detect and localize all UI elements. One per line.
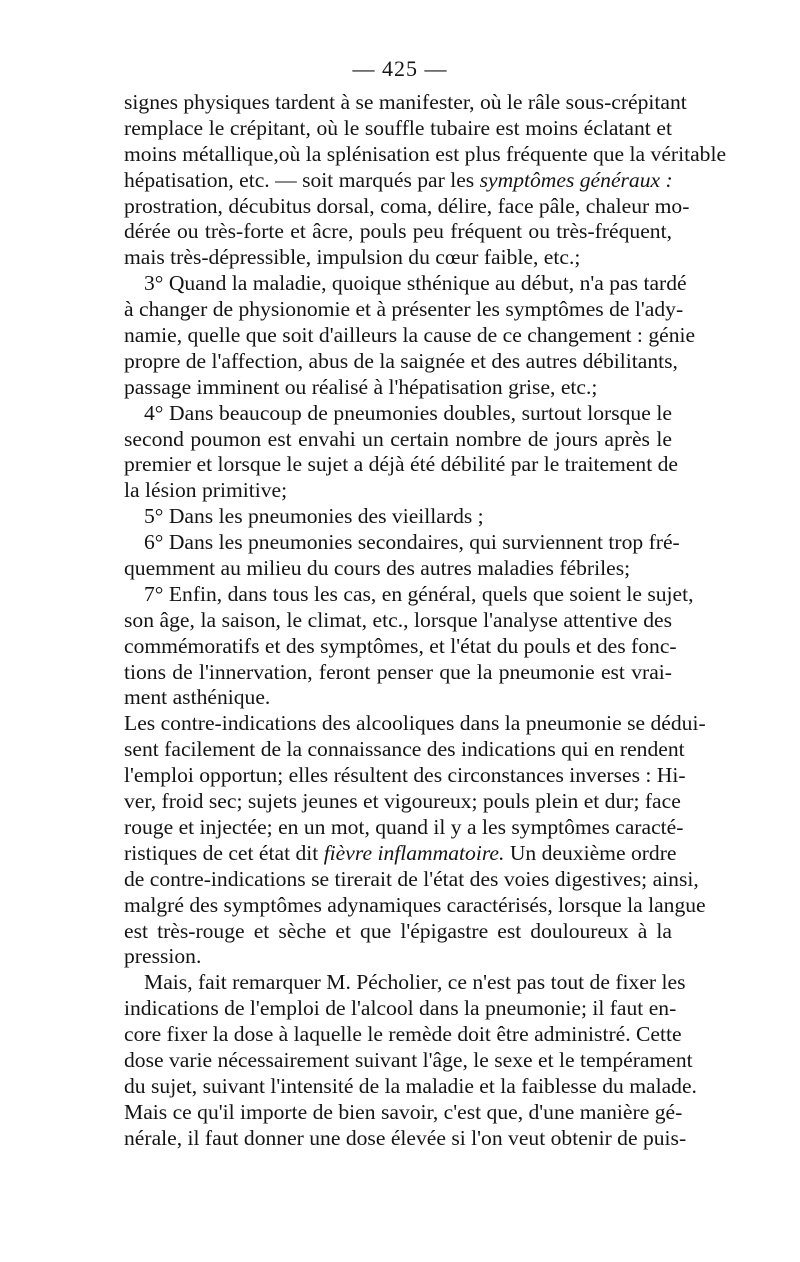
text-line [124,1125,687,1152]
line-text-after: Un deuxième ordre [509,840,677,865]
line-text: signes physiques tardent à se manifester, où le râle sous-crépitant [124,90,687,114]
line-text: rouge et injectée; en un mot, quand il y a les symptômes caracté- [124,814,684,839]
page-number: — 425 — [352,56,448,81]
line-text: à changer de physionomie et à présenter les symptômes de l'ady- [124,297,684,322]
italic-phrase: fièvre inflammatoire. [323,840,505,865]
text-line [124,919,672,945]
text-line [124,556,672,582]
body-text [124,90,727,1152]
text-line [124,1099,683,1126]
line-text: nérale, il faut donner une dose élevée si l'on veut obtenir de puis- [124,1125,687,1150]
line-text: Mais ce qu'il importe de bien savoir, c'est que, d'une manière gé- [124,1099,683,1124]
text-line [124,245,672,271]
text-line [124,141,727,168]
text-line [124,297,684,323]
line-text: 5° Dans les pneumonies des vieillards ; [144,504,484,529]
text-line [124,763,686,789]
italic-phrase: symptômes généraux : [479,167,673,192]
text-line [124,1073,697,1100]
text-line [124,892,706,919]
line-text: dose varie nécessairement suivant l'âge, le sexe et le tempérament [124,1047,693,1072]
text-line [124,90,687,116]
line-text: 4° Dans beaucoup de pneumonies doubles, surtout lorsque le [144,400,672,425]
text-line [124,685,672,711]
line-text: est très-rouge et sèche et que l'épigastre est douloureux à la [124,918,672,943]
line-text: de contre-indications se tirerait de l'état des voies digestives; ainsi, [124,866,699,891]
line-text: malgré des symptômes adynamiques caractérisés, lorsque la langue [124,892,706,917]
text-line [124,789,681,815]
text-line [124,452,678,478]
line-text: ver, froid sec; sujets jeunes et vigoureux; pouls plein et dur; face [124,789,681,814]
line-text: core fixer la dose à laquelle le remède doit être administré. Cette [124,1022,682,1047]
text-line [124,375,672,401]
text-line [124,530,680,556]
text-line [124,168,672,194]
line-text: ment asthénique. [124,685,271,710]
line-text: indications de l'emploi de l'alcool dans la pneumonie; il faut en- [124,996,677,1021]
text-line [124,323,696,349]
text-line [124,814,684,841]
text-line [124,271,687,297]
text-line [124,944,672,970]
line-text: pression. [124,944,202,969]
line-text: dérée ou très-forte et âcre, pouls peu fréquent ou très-fréquent, [124,219,672,244]
text-line [124,116,672,142]
text-line [124,737,685,763]
line-text: moins métallique,où la splénisation est plus fréquente que la véritable [124,141,727,166]
text-line [124,478,672,504]
line-text: Mais, fait remarquer M. Pécholier, ce n'est pas tout de fixer les [144,970,686,995]
line-text: son âge, la saison, le climat, etc., lorsque l'analyse attentive des [124,607,672,632]
line-text: commémoratifs et des symptômes, et l'état du pouls et des fonc- [124,633,677,658]
line-text: Les contre-indications des alcooliques dans la pneumonie se dédui- [124,711,706,736]
line-text: du sujet, suivant l'intensité de la maladie et la faiblesse du malade. [124,1073,697,1098]
line-text: ristiques de cet état dit [124,840,319,865]
line-text: 7° Enfin, dans tous les cas, en général, quels que soient le sujet, [144,581,694,606]
line-text: 3° Quand la maladie, quoique sthénique au début, n'a pas tardé [144,271,687,296]
line-text: la lésion primitive; [124,478,288,503]
text-line [124,427,672,453]
text-line [124,581,694,608]
text-line [124,219,672,245]
text-line [124,193,690,220]
line-text: passage imminent ou réalisé à l'hépatisation grise, etc.; [124,374,598,399]
text-line [124,608,672,634]
line-text: tions de l'innervation, feront penser que la pneumonie est vrai- [124,659,672,684]
text-line [124,1022,682,1048]
line-text: sent facilement de la connaissance des indications qui en rendent [124,737,685,762]
text-line [124,1047,693,1074]
line-text: prostration, décubitus dorsal, coma, délire, face pâle, chaleur mo- [124,193,690,218]
line-text: mais très-dépressible, impulsion du cœur faible, etc.; [124,245,581,270]
text-line [124,840,677,867]
line-text: propre de l'affection, abus de la saignée et des autres débilitants, [124,348,678,373]
text-line [124,348,678,375]
text-line [124,970,686,996]
text-line [124,711,706,737]
line-text: namie, quelle que soit d'ailleurs la cause de ce changement : génie [124,323,696,348]
text-line [124,996,677,1022]
line-text: quemment au milieu du cours des autres maladies fébriles; [124,556,631,581]
text-line [124,504,672,530]
line-text: 6° Dans les pneumonies secondaires, qui surviennent trop fré- [144,530,680,555]
text-line [124,660,672,686]
line-text: l'emploi opportun; elles résultent des circonstances inverses : Hi- [124,763,686,788]
line-text: second poumon est envahi un certain nombre de jours après le [124,426,672,451]
text-line [124,866,699,893]
line-text: remplace le crépitant, où le souffle tubaire est moins éclatant et [124,115,672,140]
text-line [124,401,672,427]
line-text: premier et lorsque le sujet a déjà été débilité par le traitement de [124,452,678,477]
text-line [124,633,677,660]
line-text: hépatisation, etc. — soit marqués par les [124,167,475,192]
